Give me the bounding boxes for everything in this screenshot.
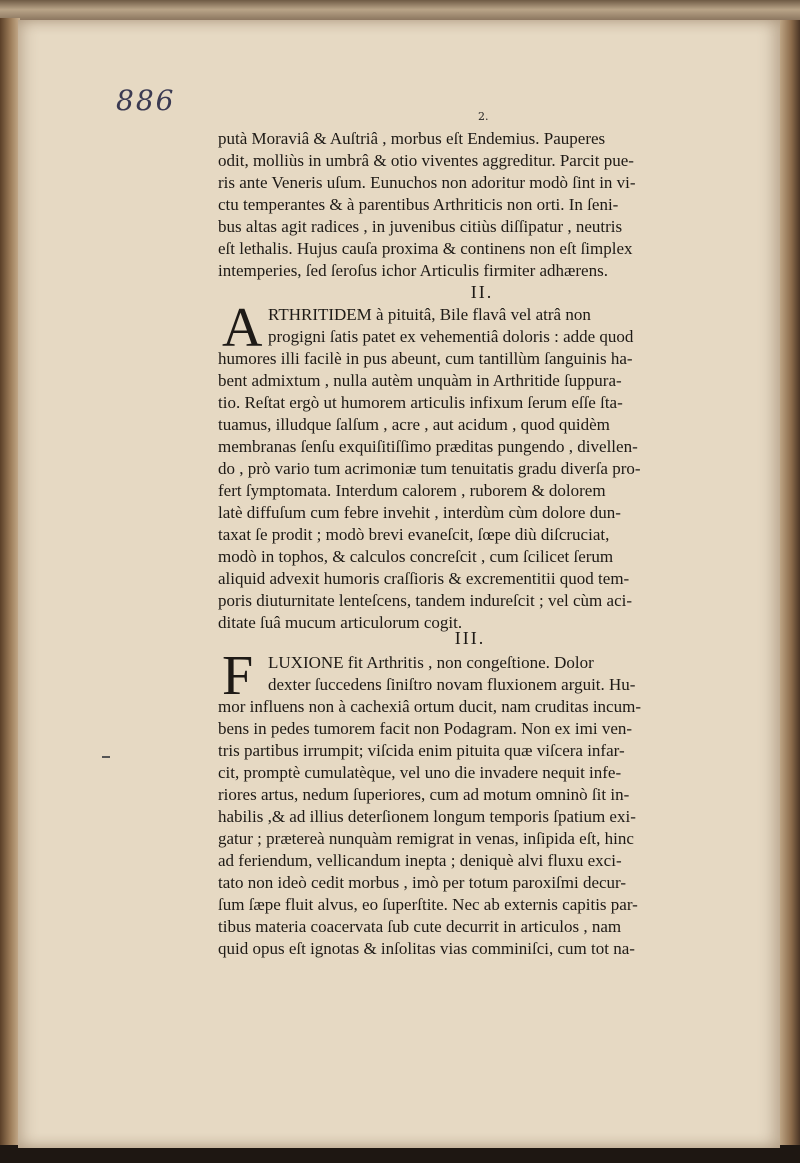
text-line: quid opus eſt ignotas & inſolitas vias comminiſci, cum tot na- — [218, 939, 635, 958]
text-line: ctu temperantes & à parentibus Arthriticis non orti. In ſeni- — [218, 195, 619, 214]
section-3-dropcap-lines — [268, 652, 738, 696]
page-left-edge — [0, 18, 20, 1148]
text-line: habilis ,& ad illius deterſionem longum temporis ſpatium exi- — [218, 807, 636, 826]
section-heading-3: III. — [454, 628, 486, 648]
text-line: gatur ; prætereà nunquàm remigrat in venas, inſipida eſt, hinc — [218, 829, 634, 848]
section-heading-2: II. — [470, 282, 494, 302]
text-line: do , prò vario tum acrimoniæ tum tenuitatis gradu diverſa pro- — [218, 459, 641, 478]
text-line: bens in pedes tumorem facit non Podagram. Non ex imi ven- — [218, 719, 633, 738]
text-line: progigni ſatis patet ex vehementiâ doloris : adde quod — [268, 327, 634, 346]
text-line: RTHRITIDEM à pituitâ, Bile flavâ vel atrâ non — [268, 305, 591, 324]
text-line: mor influens non à cachexiâ ortum ducit, nam cruditas incum- — [218, 697, 641, 716]
text-line: LUXIONE fit Arthritis , non congeſtione. Dolor — [268, 653, 594, 672]
text-line: poris diuturnitate lenteſcens, tandem indureſcit ; vel cùm aci- — [218, 591, 633, 610]
drop-cap-f: F — [222, 645, 254, 707]
text-line: ditate ſuâ mucum articulorum cogit. — [218, 613, 463, 632]
section-2-body — [218, 348, 738, 634]
text-line: fert ſymptomata. Interdum calorem , ruborem & dolorem — [218, 481, 606, 500]
text-line: tio. Reſtat ergò ut humorem articulis infixum ſerum eſſe ſta- — [218, 393, 623, 412]
text-line: humores illi facilè in pus abeunt, cum tantillùm ſanguinis ha- — [218, 349, 633, 368]
text-line: bus altas agit radices , in juvenibus citiùs diſſipatur , neutris — [218, 217, 623, 236]
section-3-body — [218, 696, 738, 960]
text-line: cit, promptè cumulatèque, vel uno die invadere nequit infe- — [218, 763, 622, 782]
text-line: ris ante Veneris uſum. Eunuchos non adoritur modò ſint in vi- — [218, 173, 636, 192]
text-line: odit, molliùs in umbrâ & otio viventes aggreditur. Parcit pue- — [218, 151, 634, 170]
signature-mark: 2. — [478, 110, 489, 123]
text-line: bent admixtum , nulla autèm unquàm in Arthritide ſuppura- — [218, 371, 622, 390]
text-line: intemperies, ſed ſeroſus ichor Articulis firmiter adhærens. — [218, 261, 608, 280]
page-right-edge — [778, 20, 800, 1148]
paragraph-1 — [218, 128, 738, 282]
text-line: aliquid advexit humoris craſſioris & excrementitii quod tem- — [218, 569, 630, 588]
text-line: dexter ſuccedens ſiniſtro novam fluxionem arguit. Hu- — [268, 675, 636, 694]
text-line: tris partibus irrumpit; viſcida enim pituita quæ viſcera infar- — [218, 741, 625, 760]
text-line: tato non ideò cedit morbus , imò per totum paroxiſmi decur- — [218, 873, 627, 892]
section-2-dropcap-lines — [268, 304, 738, 348]
text-line: membranas ſenſu exquiſitiſſimo præditas pungendo , divellen- — [218, 437, 638, 456]
text-line: riores artus, nedum ſuperiores, cum ad motum omninò ſit in- — [218, 785, 630, 804]
margin-mark — [102, 756, 110, 758]
text-line: taxat ſe prodit ; modò brevi evaneſcit, ſœpe diù diſcruciat, — [218, 525, 610, 544]
text-line: ad feriendum, vellicandum inepta ; deniquè alvi fluxu exci- — [218, 851, 622, 870]
text-line: tibus materia coacervata ſub cute decurrit in articulos , nam — [218, 917, 622, 936]
text-line: putà Moraviâ & Auſtriâ , morbus eſt Endemius. Pauperes — [218, 129, 606, 148]
text-line: ſum ſæpe fluit alvus, eo ſuperſtite. Nec ab externis capitis par- — [218, 895, 638, 914]
folio-number: 886 — [116, 84, 176, 117]
text-line: tuamus, illudque ſalſum , acre , aut acidum , quod quidèm — [218, 415, 610, 434]
text-line: modò in tophos, & calculos concreſcit , cum ſcilicet ſerum — [218, 547, 614, 566]
text-line: eſt lethalis. Hujus cauſa proxima & continens non eſt ſimplex — [218, 239, 633, 258]
text-line: latè diffuſum cum febre invehit , interdùm cùm dolore dun- — [218, 503, 621, 522]
drop-cap-a: A — [222, 297, 263, 359]
